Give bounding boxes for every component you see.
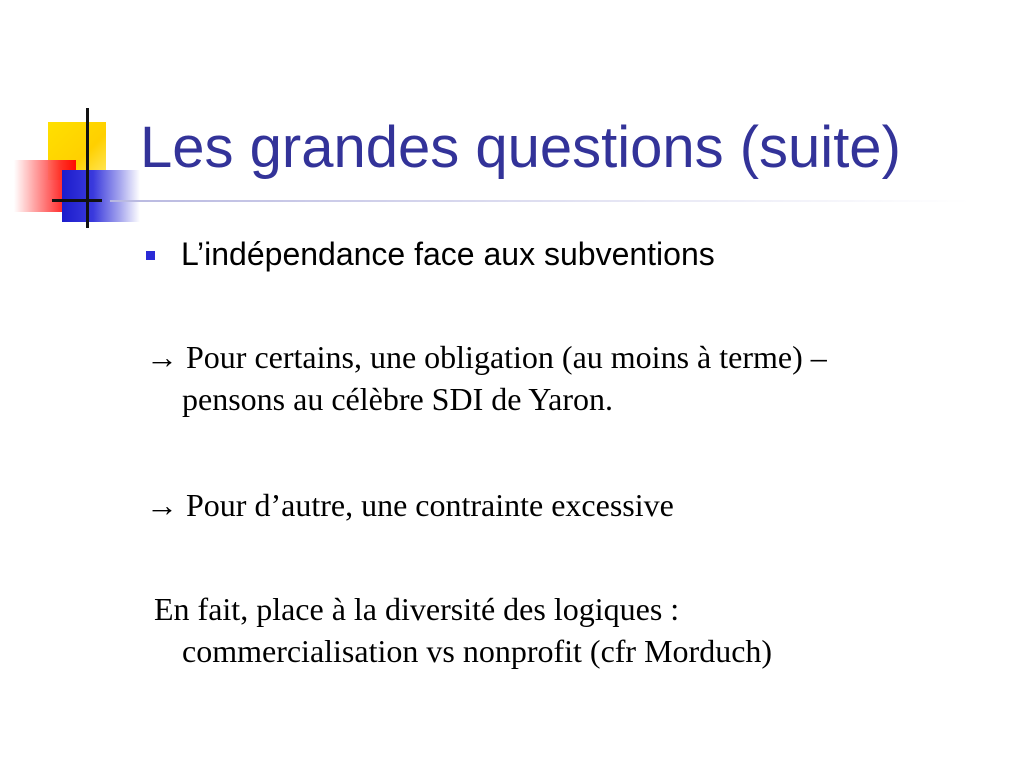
paragraph-line: → Pour d’autre, une contrainte excessive — [146, 487, 674, 523]
paragraph-line: → Pour certains, une obligation (au moins à terme) – — [146, 339, 827, 375]
bullet-item — [146, 232, 715, 276]
paragraph-line: pensons au célèbre SDI de Yaron. — [182, 381, 614, 417]
paragraph-line: commercialisation vs nonprofit (cfr Morduch) — [182, 633, 773, 669]
square-bullet-icon — [146, 251, 155, 260]
blue-square-decoration — [62, 170, 140, 222]
vertical-line-decoration — [86, 108, 89, 228]
title-underline — [110, 200, 970, 202]
corner-ornament — [0, 0, 150, 240]
horizontal-line-decoration — [52, 199, 102, 202]
paragraph-diversite — [146, 588, 772, 672]
bullet-text: L’indépendance face aux subventions — [181, 236, 715, 272]
slide-title: Les grandes questions (suite) — [140, 115, 901, 180]
paragraph-line: En fait, place à la diversité des logiques : — [146, 591, 680, 627]
paragraph-contrainte — [146, 484, 674, 526]
paragraph-obligation — [146, 336, 827, 420]
